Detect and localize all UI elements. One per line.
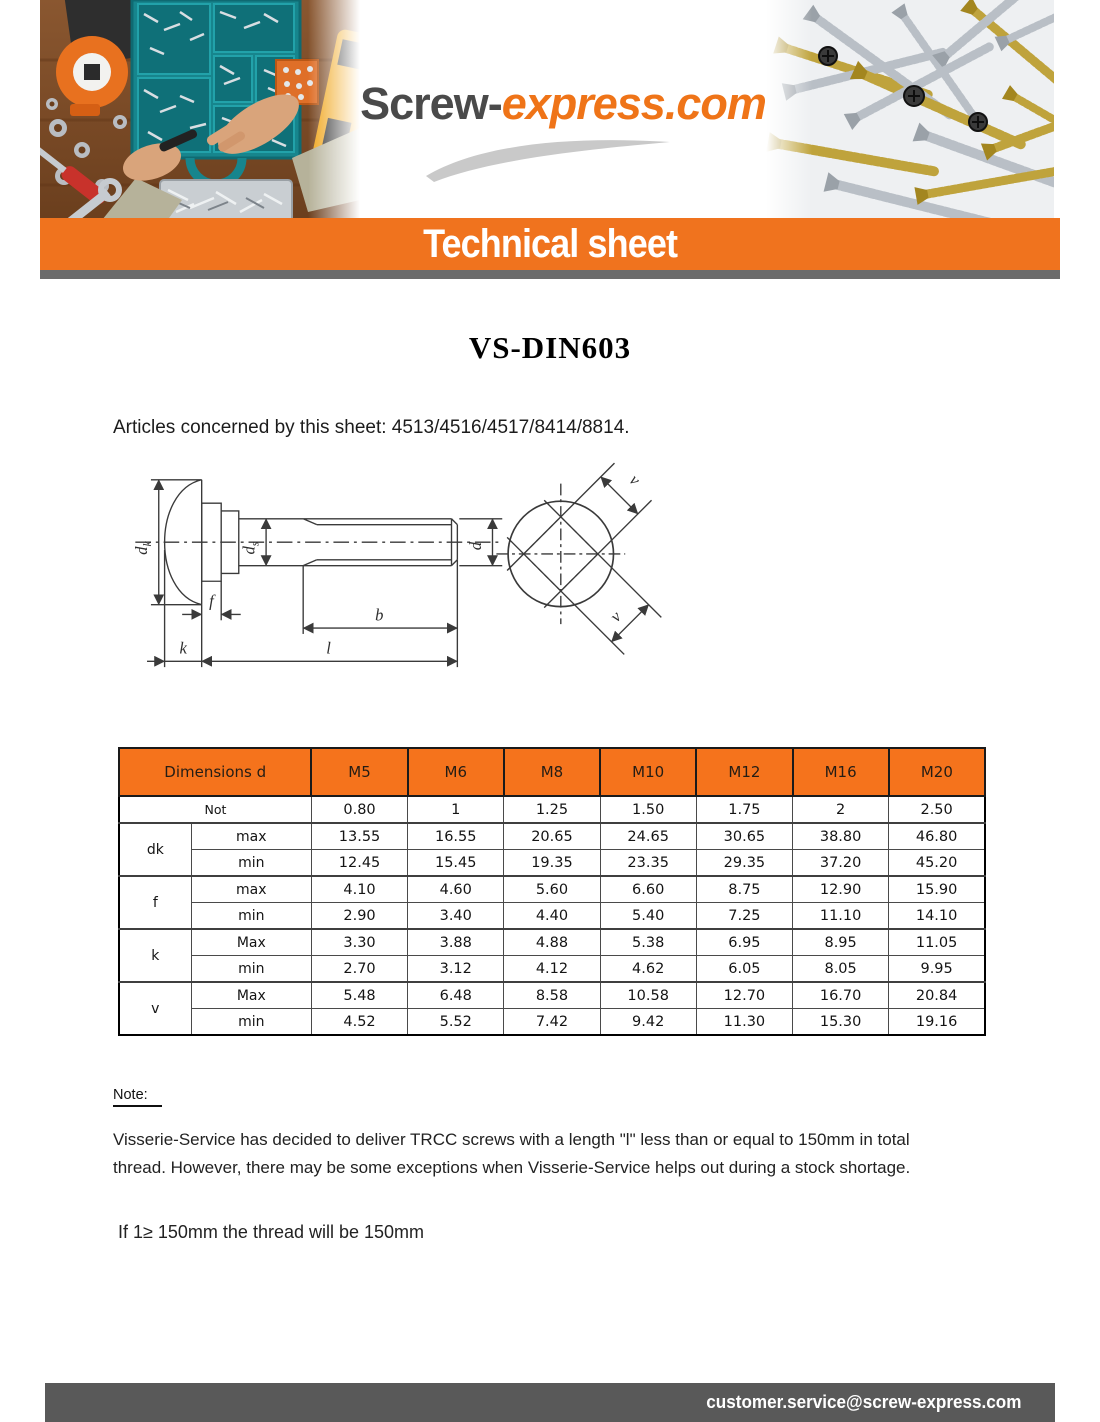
m-size-header-cell: M6 [408,748,504,796]
m-size-header-cell: M5 [311,748,407,796]
value-cell: 7.42 [504,1009,600,1036]
page-footer [45,1383,1055,1422]
value-cell: 4.52 [311,1009,407,1036]
pitch-value-cell: 1.25 [504,796,600,823]
minmax-cell: min [191,850,311,877]
table-row [119,956,985,983]
workspace-photo [40,0,360,225]
value-cell: 9.42 [600,1009,696,1036]
value-cell: 29.35 [696,850,792,877]
value-cell: 19.16 [889,1009,985,1036]
value-cell: 38.80 [793,823,889,850]
value-cell: 9.95 [889,956,985,983]
banner-technical-sheet [40,218,1060,270]
value-cell: 6.48 [408,982,504,1009]
minmax-cell: min [191,1009,311,1036]
dimensions-table [118,747,986,1036]
note-heading [113,1087,162,1107]
value-cell: 20.65 [504,823,600,850]
value-cell: 14.10 [889,903,985,930]
value-cell: 6.05 [696,956,792,983]
thread-rule-line: If 1≥ 150mm the thread will be 150mm [118,1222,425,1242]
banner-title: Technical sheet [423,221,677,266]
bolt-drawing-svg [108,452,674,690]
m-size-header-cell: M20 [889,748,985,796]
contact-email[interactable]: customer.service@screw-express.com [706,1392,1022,1412]
value-cell: 12.90 [793,876,889,903]
note-label: Note: [113,1087,162,1107]
pitch-value-cell: 1.75 [696,796,792,823]
value-cell: 3.40 [408,903,504,930]
value-cell: 6.95 [696,929,792,956]
minmax-cell: min [191,903,311,930]
value-cell: 12.45 [311,850,407,877]
dimension-symbol-cell: dk [119,823,191,876]
value-cell: 19.35 [504,850,600,877]
value-cell: 11.10 [793,903,889,930]
m-size-header-cell: M16 [793,748,889,796]
value-cell: 4.40 [504,903,600,930]
value-cell: 20.84 [889,982,985,1009]
table-row [119,929,985,956]
value-cell: 15.30 [793,1009,889,1036]
table-header-row [119,748,985,796]
dk-label: $d_k$ [132,541,154,555]
value-cell: 4.62 [600,956,696,983]
minmax-cell: min [191,956,311,983]
pitch-row [119,796,985,823]
pitch-label-cell: Not [119,796,311,823]
value-cell: 24.65 [600,823,696,850]
value-cell: 3.88 [408,929,504,956]
value-cell: 2.90 [311,903,407,930]
value-cell: 15.45 [408,850,504,877]
screws-photo [766,0,1054,222]
value-cell: 5.38 [600,929,696,956]
minmax-cell: Max [191,929,311,956]
value-cell: 45.20 [889,850,985,877]
workspace-photo-art [40,0,360,225]
value-cell: 3.30 [311,929,407,956]
value-cell: 12.70 [696,982,792,1009]
value-cell: 8.58 [504,982,600,1009]
screws-photo-art [766,0,1054,222]
value-cell: 2.70 [311,956,407,983]
value-cell: 5.60 [504,876,600,903]
table-row [119,876,985,903]
v-bottom-label: v [606,607,625,626]
value-cell: 4.10 [311,876,407,903]
banner-divider [40,270,1060,279]
value-cell: 4.60 [408,876,504,903]
dimension-symbol-cell: f [119,876,191,929]
value-cell: 7.25 [696,903,792,930]
value-cell: 4.88 [504,929,600,956]
pitch-value-cell: 1.50 [600,796,696,823]
value-cell: 8.05 [793,956,889,983]
value-cell: 10.58 [600,982,696,1009]
dimension-symbol-cell: k [119,929,191,982]
m-size-header-cell: M12 [696,748,792,796]
value-cell: 5.52 [408,1009,504,1036]
articles-line: Articles concerned by this sheet: 4513/4516/4517/8414/8814. [113,417,630,438]
dimension-symbol-cell: v [119,982,191,1035]
value-cell: 30.65 [696,823,792,850]
m-size-header-cell: M10 [600,748,696,796]
value-cell: 16.70 [793,982,889,1009]
pitch-value-cell: 2 [793,796,889,823]
value-cell: 11.30 [696,1009,792,1036]
value-cell: 13.55 [311,823,407,850]
b-label: b [375,605,384,625]
document-title: VS-DIN603 [468,330,632,365]
table-row [119,1009,985,1036]
d-label: d [465,541,485,551]
brand-logo [360,0,766,218]
table-row [119,982,985,1009]
logo-text [360,78,766,130]
pitch-value-cell: 1 [408,796,504,823]
v-top-label: v [625,470,645,490]
f-label: f [209,591,214,611]
table-row [119,850,985,877]
value-cell: 23.35 [600,850,696,877]
value-cell: 4.12 [504,956,600,983]
dimensions-header-cell: Dimensions d [119,748,311,796]
logo-text-secondary: express.com [501,78,766,129]
value-cell: 11.05 [889,929,985,956]
value-cell: 3.12 [408,956,504,983]
value-cell: 5.40 [600,903,696,930]
k-label: k [179,638,187,658]
minmax-cell: Max [191,982,311,1009]
minmax-cell: max [191,823,311,850]
logo-swoosh [420,132,680,184]
pitch-value-cell: 0.80 [311,796,407,823]
value-cell: 16.55 [408,823,504,850]
note-paragraph: Visserie-Service has decided to deliver TRCC screws with a length "l" less than or equal to 150mm in total thread. However, there may be some exceptions when Visserie-Service helps out during a stock shortage. [113,1130,911,1177]
value-cell: 46.80 [889,823,985,850]
value-cell: 8.75 [696,876,792,903]
pitch-value-cell: 2.50 [889,796,985,823]
value-cell: 15.90 [889,876,985,903]
ds-label: $d_s$ [239,541,262,555]
value-cell: 6.60 [600,876,696,903]
value-cell: 8.95 [793,929,889,956]
logo-text-primary: Screw- [360,78,502,129]
bolt-technical-drawing [108,452,674,690]
value-cell: 37.20 [793,850,889,877]
value-cell: 5.48 [311,982,407,1009]
minmax-cell: max [191,876,311,903]
m-size-header-cell: M8 [504,748,600,796]
table-row [119,823,985,850]
l-label: l [326,638,331,658]
table-row [119,903,985,930]
